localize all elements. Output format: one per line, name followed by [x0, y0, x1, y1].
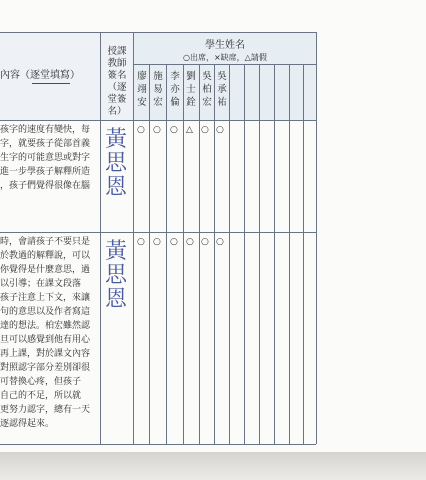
attendance-mark: ○ [153, 237, 161, 247]
content-line: 字，就要孩子從部首義 [0, 139, 91, 149]
student-names-title: 學生姓名 [205, 40, 245, 51]
attendance-legend: ○出席，×缺席，△請假 [183, 53, 267, 62]
attendance-mark: △ [186, 125, 193, 135]
attendance-mark: ○ [186, 237, 194, 247]
content-line: ，孩子們覺得很像在腦 [0, 181, 91, 191]
attendance-mark: ○ [153, 125, 161, 135]
table-bottom-border [0, 444, 316, 445]
student-name: 吳承祐 [217, 71, 227, 108]
page-edge-shadow [0, 452, 426, 480]
attendance-mark: ○ [137, 125, 145, 135]
attendance-mark: ○ [170, 125, 178, 135]
grid-line [274, 64, 275, 444]
attendance-mark: ○ [170, 237, 178, 247]
attendance-mark: ○ [201, 125, 209, 135]
content-line: 自己的不足，所以就 [0, 391, 82, 401]
content-line: 孩子注意上下文，來讓 [0, 293, 91, 303]
grid-line [289, 64, 290, 444]
student-name: 吳柏宏 [202, 71, 212, 108]
grid-line [214, 64, 215, 444]
content-line: 句的意思以及作者寫這 [0, 307, 91, 317]
content-header-underline [32, 83, 70, 84]
attendance-mark: ○ [201, 237, 209, 247]
grid-line [149, 64, 150, 444]
grid-line [229, 64, 230, 444]
student-name: 李亦倫 [170, 71, 180, 108]
content-column-border [100, 32, 101, 444]
teacher-sign-header: 授課教師簽名（逐堂簽名） [107, 46, 127, 117]
table-top-border [0, 32, 316, 33]
signature-column-border [133, 32, 134, 444]
grid-line [244, 64, 245, 444]
grid-line [259, 64, 260, 444]
content-line: 以引導；在課文段落 [0, 279, 82, 289]
attendance-mark: ○ [216, 125, 224, 135]
content-line: 進一步學孩子解釋所造 [0, 167, 91, 177]
student-name: 劉士銓 [186, 71, 196, 108]
content-line: 對照認字部分差別卻很 [0, 363, 91, 373]
content-line: 生字的可能意思或對字 [0, 153, 91, 163]
teacher-signature: 黃思恩 [104, 239, 127, 312]
content-line: 旦可以感覺到他有用心 [0, 335, 91, 345]
content-column-header: 內容（逐堂填寫） [0, 70, 80, 81]
grid-line [166, 64, 167, 444]
student-name: 廖翊安 [137, 71, 147, 108]
table-right-border [316, 32, 317, 444]
header-bottom-border [0, 120, 316, 121]
content-line: 再上課，對於課文內容 [0, 349, 91, 359]
grid-line [303, 64, 304, 444]
content-line: 時，會請孩子不要只是 [0, 237, 91, 247]
content-line: 更努力認字，總有一天 [0, 405, 91, 415]
content-line: 達的想法。柏宏雖然認 [0, 321, 91, 331]
content-line: 可替換心疼，但孩子 [0, 377, 82, 387]
row-divider [0, 232, 316, 233]
attendance-mark: ○ [216, 237, 224, 247]
teacher-signature: 黃思恩 [104, 127, 127, 200]
content-line: 逐認得起來。 [0, 419, 55, 429]
content-line: 孩字的速度有變快，每 [0, 125, 91, 135]
grid-line [199, 64, 200, 444]
content-line: 你覺得是什麼意思，過 [0, 265, 91, 275]
student-name: 施易宏 [153, 71, 163, 108]
grid-line [183, 64, 184, 444]
content-line: 於教過的解釋說，可以 [0, 251, 91, 261]
attendance-mark: ○ [137, 237, 145, 247]
